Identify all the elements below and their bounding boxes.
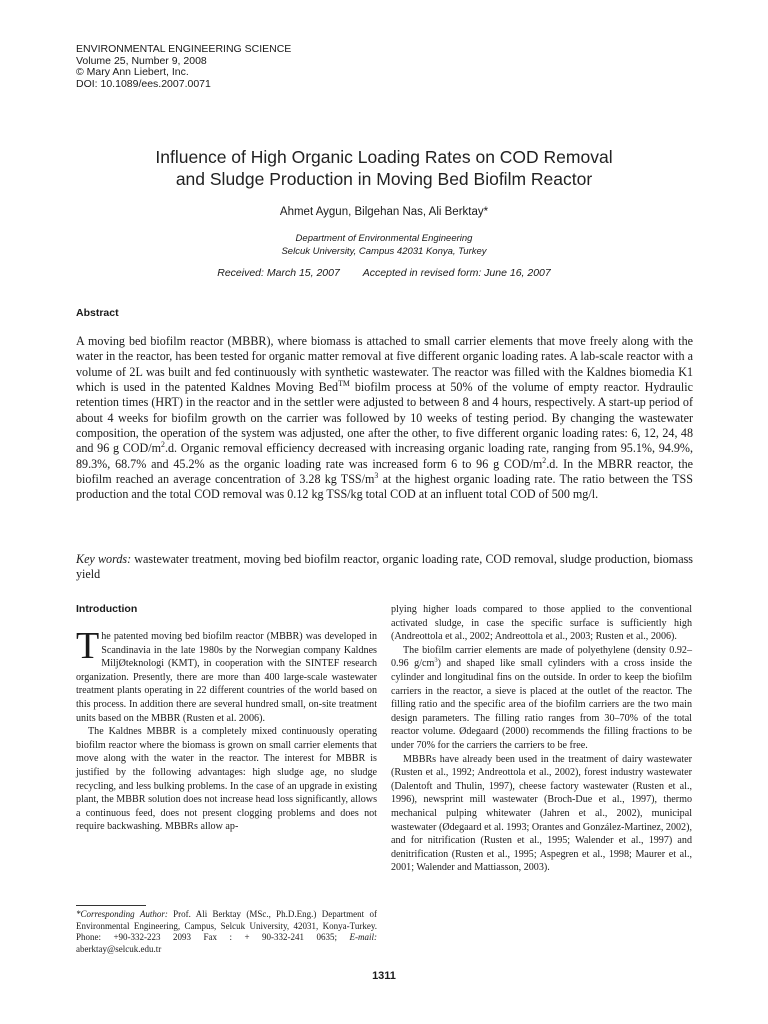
journal-doi: DOI: 10.1089/ees.2007.0071 bbox=[76, 77, 211, 90]
paragraph bbox=[391, 644, 692, 753]
author-list: Ahmet Aygun, Bilgehan Nas, Ali Berktay* bbox=[279, 206, 489, 218]
paragraph-text: ) and shaped like small cylinders with a cross inside the cylinder and longitudinal fins on the outside. In order to keep the biofilm carriers in the reactor, a sieve is placed at the outlet of the reactor. The filling ratio and the specific area of the biofilm carriers are the two main design parameters. The filling ratio ranges from 30–70% of the total reactor volume. Ødegaard (2000) recommends the filling fractions to be under 70% for the carriers the carriers to be free. bbox=[391, 658, 692, 751]
superscript: 2 bbox=[542, 455, 547, 465]
footnote-divider bbox=[76, 905, 146, 906]
keywords-text: wastewater treatment, moving bed biofilm reactor, organic loading rate, COD removal, sludge production, biomass yield bbox=[76, 552, 693, 582]
superscript: 3 bbox=[374, 471, 379, 481]
journal-volume: Volume 25, Number 9, 2008 bbox=[76, 54, 207, 67]
left-column bbox=[76, 625, 377, 834]
paragraph: The Kaldnes MBBR is a completely mixed continuously operating biofilm reactor where the biomass is grown on small carrier elements that move along with the water in the reactor. The interest for MBBR is justified by the following advantages: high sludge age, no sludge recycling, and less bulking problems. In the case of an upgrade in existing plant, the MBBR solution does not increase head loss significantly, allows a continuous feed, does not present clogging problems and does not require backwashing. MBBRs allow ap- bbox=[76, 726, 377, 833]
title-line-1: Influence of High Organic Loading Rates on COD Removal bbox=[155, 147, 613, 167]
trademark-sup: TM bbox=[338, 379, 350, 388]
paragraph-text: The biofilm carrier elements are made of polyethylene (density 0.92–0.96 g/cm bbox=[391, 644, 692, 670]
footnote bbox=[76, 909, 377, 955]
paragraph bbox=[76, 625, 377, 725]
accepted-date: Accepted in revised form: June 16, 2007 bbox=[362, 267, 551, 279]
right-column bbox=[391, 603, 692, 875]
article-dates bbox=[76, 267, 692, 279]
journal-name: ENVIRONMENTAL ENGINEERING SCIENCE bbox=[76, 43, 292, 55]
affiliation-institution: Selcuk University, Campus 42031 Konya, Turkey bbox=[281, 246, 487, 257]
abstract-heading: Abstract bbox=[76, 307, 119, 319]
journal-header bbox=[76, 44, 291, 90]
superscript: 2 bbox=[161, 440, 165, 450]
article-title bbox=[76, 146, 692, 190]
affiliation-department: Department of Environmental Engineering bbox=[295, 233, 473, 244]
title-line-2: and Sludge Production in Moving Bed Biofilm Reactor bbox=[175, 169, 593, 189]
footnote-text: Prof. Ali Berktay (MSc., Ph.D.Eng.) Department of Environmental Engineering, Campus, Selcuk University, 42031, Konya-Turkey. Phone: +90-332-223 2093 Fax : + 90-332-241 0635; bbox=[76, 909, 377, 943]
paragraph-text: he patented moving bed biofilm reactor (MBBR) was developed in Scandinavia in the late 1980s by the Norwegian company Kaldnes MiljØteknologi (KMT), in cooperation with the SINTEF research organization. Presently, there are more than 400 large-scale wastewater treatment plants operating in 22 different countries of the world based on this process. In addition there are several hundred small, on-site treatment units based on the MBBR (Rusten et al. 2006). bbox=[76, 631, 377, 724]
abstract-text: A moving bed biofilm reactor (MBBR), where biomass is attached to small carrier elements that move freely along with the water in the reactor, has been tested for organic matter removal at five different organic loading rates. A lab-scale reactor with a volume of 2L was built and fed continuously with synthetic wastewater. The reactor was filled with the Kaldnes biomedia K1 which is used in the patented Kaldnes Moving Bed bbox=[76, 334, 693, 395]
email-address: aberktay@selcuk.edu.tr bbox=[76, 943, 162, 954]
affiliation bbox=[76, 232, 692, 258]
abstract-text: at the highest organic loading rate. The ratio between the TSS production and the total COD removal was 0.12 kg TSS/kg total COD at an influent total COD of 500 mg/l. bbox=[76, 472, 693, 502]
abstract-text: .d. In the MBRR reactor, the biofilm reached an average concentration of 3.28 kg TSS/m bbox=[76, 456, 693, 487]
email-label: E-mail: bbox=[349, 932, 377, 943]
keywords bbox=[76, 552, 693, 583]
footnote-label: *Corresponding Author: bbox=[76, 909, 168, 919]
received-date: Received: March 15, 2007 bbox=[217, 267, 340, 279]
abstract-text: biofilm process at 50% of the volume of empty reactor. Hydraulic retention times (HRT) in the reactor and in the settler were adjusted to between 8 and 4 hours, respectively. A start-up period of about 4 weeks for biofilm growth on the carrier was followed by 10 weeks of testing period. By changing the wastewater composition, the operation of the system was adjusted, one after the other, to five different organic loading rates: 6, 12, 24, 48 and 96 g COD/m bbox=[76, 380, 693, 456]
paragraph: MBBRs have already been used in the treatment of dairy wastewater (Rusten et al., 1992; Andreottola et al., 2002), forest industry wastewater (Dalentoft and Thulin, 1997), cheese factory wastewater (Rusten et al., 1996), newsprint mill wastewater (Broch-Due et al., 1997), thermo mechanical pulping whitewater (Jahren et al., 2002), municipal wastewater (Ødegaard et al. 1993; Orantes and González-Martinez, 2002), and for nitrification (Rusten et al., 1995; Walender et al., 1997) and denitrification (Rusten et al., 1995; Aspegren et al., 1998; Maurer et al., 2001; Walender and Mattiasson, 2003). bbox=[391, 753, 692, 874]
paragraph: plying higher loads compared to those applied to the conventional activated sludge, in case the specific surface is sufficiently high (Andreottola et al., 2002; Andreottola et al., 2003; Rusten et al., 2006). bbox=[391, 604, 692, 643]
introduction-heading: Introduction bbox=[76, 603, 138, 615]
journal-copyright: © Mary Ann Liebert, Inc. bbox=[76, 66, 189, 78]
abstract-body bbox=[76, 334, 693, 503]
superscript: 3 bbox=[434, 657, 438, 665]
drop-cap: T bbox=[76, 625, 100, 667]
abstract-text: .d. Organic removal efficiency decreased with increasing organic loading rate, ranging from 95.1%, 94.9%, 89.3%, 68.7% and 45.2% as the organic loading rate was increased form 6 to 96 g COD/m bbox=[76, 441, 693, 471]
page-number: 1311 bbox=[372, 970, 396, 982]
keywords-label: Key words: bbox=[76, 552, 132, 566]
